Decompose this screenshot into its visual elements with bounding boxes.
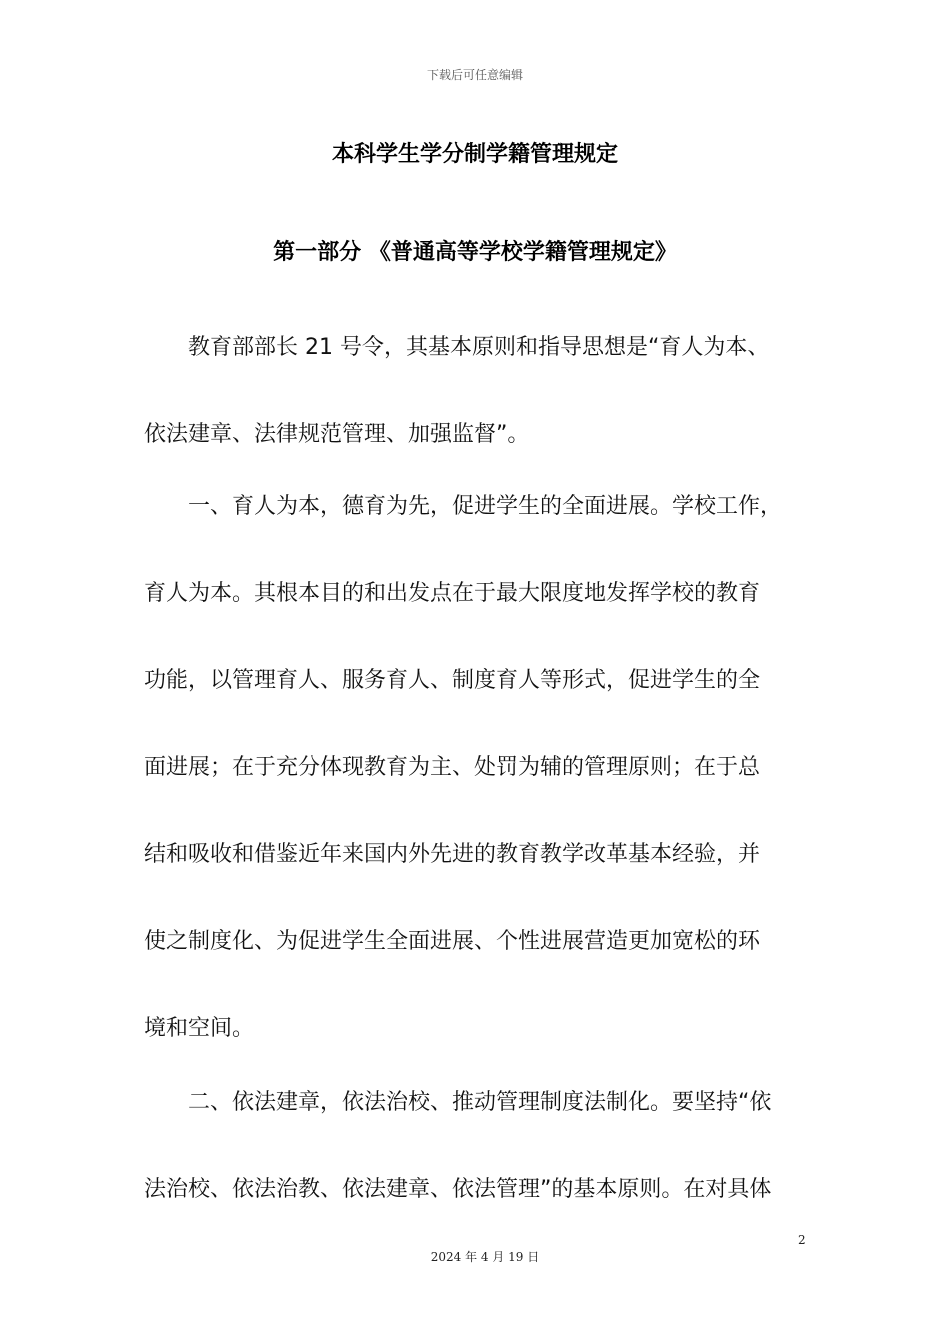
body-line: 功能，以管理育人、服务育人、制度育人等形式，促进学生的全 [144, 668, 761, 693]
body-line: 二、依法建章，依法治校、推动管理制度法制化。要坚持“依 [144, 1090, 772, 1115]
body-line: 育人为本。其根本目的和出发点在于最大限度地发挥学校的教育 [144, 581, 761, 606]
body-line: 面进展；在于充分体现教育为主、处罚为辅的管理原则；在于总 [144, 755, 761, 780]
body-line: 法治校、依法治教、依法建章、依法管理”的基本原则。在对具体 [144, 1177, 772, 1202]
document-title: 本科学生学分制学籍管理规定 [331, 142, 618, 167]
document-subtitle: 第一部分 《普通高等学校学籍管理规定》 [273, 240, 677, 265]
body-line: 结和吸收和借鉴近年来国内外先进的教育教学改革基本经验，并 [144, 842, 761, 867]
body-line: 一、育人为本，德育为先，促进学生的全面进展。学校工作， [144, 494, 783, 519]
footer-date: 2024 年 4 月 19 日 [430, 1250, 540, 1264]
header-note: 下载后可任意编辑 [426, 68, 523, 82]
body-line: 境和空间。 [144, 1016, 255, 1041]
body-line: 教育部部长 21 号令，其基本原则和指导思想是“育人为本、 [144, 335, 770, 360]
body-line: 使之制度化、为促进学生全面进展、个性进展营造更加宽松的环 [144, 929, 761, 954]
page-number: 2 [798, 1233, 806, 1247]
body-line: 依法建章、法律规范管理、加强监督”。 [144, 422, 530, 447]
